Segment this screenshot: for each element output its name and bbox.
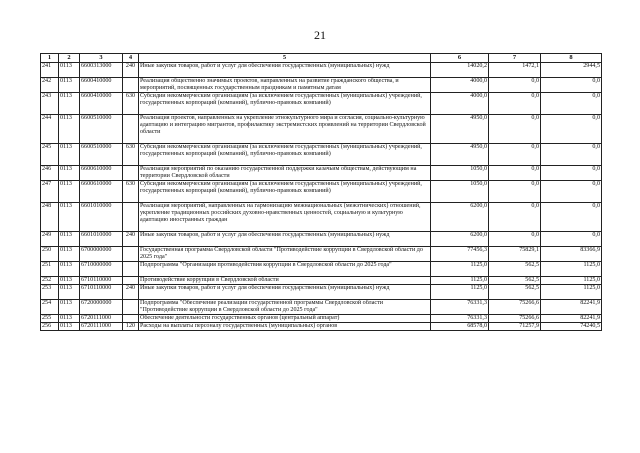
table-row bbox=[41, 277, 602, 285]
amount-year2-cell: 0,0 bbox=[489, 93, 541, 115]
section-code-cell: 0113 bbox=[59, 115, 80, 144]
item-name-cell: Субсидии некоммерческим организациям (за исключением государственных (муниципальных) учреждений, государственных корпораций (компаний), публично-правовых компаний) bbox=[139, 93, 431, 115]
table-row bbox=[41, 115, 602, 144]
target-article-cell: 6710110000 bbox=[80, 277, 123, 285]
target-article-cell: 6600510000 bbox=[80, 115, 123, 144]
section-code-cell: 0113 bbox=[59, 247, 80, 262]
item-name-cell: Иные закупки товаров, работ и услуг для обеспечения государственных (муниципальных) нужд bbox=[139, 285, 431, 300]
expense-type-cell bbox=[123, 78, 139, 93]
amount-year1-cell: 1125,0 bbox=[431, 285, 489, 300]
section-code-cell: 0113 bbox=[59, 315, 80, 323]
amount-year3-cell: 1125,0 bbox=[541, 277, 602, 285]
item-name-cell: Субсидии некоммерческим организациям (за исключением государственных (муниципальных) учреждений, государственных корпораций (компаний), публично-правовых компаний) bbox=[139, 144, 431, 166]
row-number-cell: 245 bbox=[41, 144, 59, 166]
target-article-cell: 6710000000 bbox=[80, 262, 123, 277]
amount-year1-cell: 4000,0 bbox=[431, 78, 489, 93]
row-number-cell: 248 bbox=[41, 203, 59, 232]
header-cell-1: 1 bbox=[41, 54, 59, 63]
table-row bbox=[41, 315, 602, 323]
budget-table bbox=[40, 53, 602, 331]
row-number-cell: 247 bbox=[41, 181, 59, 203]
row-number-cell: 242 bbox=[41, 78, 59, 93]
amount-year2-cell: 562,5 bbox=[489, 277, 541, 285]
amount-year2-cell: 0,0 bbox=[489, 181, 541, 203]
item-name-cell: Противодействие коррупции в Свердловской области bbox=[139, 277, 431, 285]
amount-year3-cell: 74240,5 bbox=[541, 323, 602, 331]
section-code-cell: 0113 bbox=[59, 181, 80, 203]
amount-year2-cell: 71257,9 bbox=[489, 323, 541, 331]
amount-year1-cell: 1050,0 bbox=[431, 166, 489, 181]
section-code-cell: 0113 bbox=[59, 300, 80, 315]
table-body bbox=[41, 63, 602, 331]
header-cell-6: 6 bbox=[431, 54, 489, 63]
table-row bbox=[41, 181, 602, 203]
row-number-cell: 243 bbox=[41, 93, 59, 115]
expense-type-cell bbox=[123, 262, 139, 277]
amount-year1-cell: 68578,0 bbox=[431, 323, 489, 331]
target-article-cell: 6600410000 bbox=[80, 93, 123, 115]
amount-year2-cell: 0,0 bbox=[489, 115, 541, 144]
expense-type-cell bbox=[123, 203, 139, 232]
amount-year2-cell: 75829,1 bbox=[489, 247, 541, 262]
amount-year1-cell: 6200,0 bbox=[431, 203, 489, 232]
amount-year2-cell: 0,0 bbox=[489, 166, 541, 181]
section-code-cell: 0113 bbox=[59, 144, 80, 166]
amount-year2-cell: 75266,6 bbox=[489, 300, 541, 315]
amount-year3-cell: 83366,9 bbox=[541, 247, 602, 262]
row-number-cell: 253 bbox=[41, 285, 59, 300]
amount-year1-cell: 4950,0 bbox=[431, 144, 489, 166]
amount-year2-cell: 0,0 bbox=[489, 232, 541, 247]
table-row bbox=[41, 247, 602, 262]
row-number-cell: 246 bbox=[41, 166, 59, 181]
row-number-cell: 241 bbox=[41, 63, 59, 78]
item-name-cell: Расходы на выплаты персоналу государственных (муниципальных) органов bbox=[139, 323, 431, 331]
amount-year3-cell: 0,0 bbox=[541, 166, 602, 181]
table-row bbox=[41, 203, 602, 232]
item-name-cell: Реализация общественно значимых проектов, направленных на развитие гражданского общества, и мероприятий, посвященных государственным праздникам и памятным датам bbox=[139, 78, 431, 93]
header-cell-3: 3 bbox=[80, 54, 123, 63]
row-number-cell: 252 bbox=[41, 277, 59, 285]
amount-year3-cell: 0,0 bbox=[541, 93, 602, 115]
amount-year2-cell: 75266,6 bbox=[489, 315, 541, 323]
table-row bbox=[41, 285, 602, 300]
amount-year1-cell: 1050,0 bbox=[431, 181, 489, 203]
item-name-cell: Реализация мероприятий по оказанию государственной поддержки казачьим обществам, действующим на территории Свердловской области bbox=[139, 166, 431, 181]
header-cell-7: 7 bbox=[489, 54, 541, 63]
table-row bbox=[41, 144, 602, 166]
expense-type-cell: 240 bbox=[123, 63, 139, 78]
item-name-cell: Субсидии некоммерческим организациям (за исключением государственных (муниципальных) учреждений, государственных корпораций (компаний), публично-правовых компаний) bbox=[139, 181, 431, 203]
target-article-cell: 6601010000 bbox=[80, 232, 123, 247]
page-number: 21 bbox=[314, 28, 326, 42]
table-row bbox=[41, 63, 602, 78]
amount-year3-cell: 1125,0 bbox=[541, 262, 602, 277]
item-name-cell: Государственная программа Свердловской области "Противодействие коррупции в Свердловской области до 2025 года" bbox=[139, 247, 431, 262]
row-number-cell: 244 bbox=[41, 115, 59, 144]
section-code-cell: 0113 bbox=[59, 78, 80, 93]
amount-year1-cell: 77456,3 bbox=[431, 247, 489, 262]
amount-year1-cell: 4950,0 bbox=[431, 115, 489, 144]
table-row bbox=[41, 166, 602, 181]
section-code-cell: 0113 bbox=[59, 93, 80, 115]
target-article-cell: 6700000000 bbox=[80, 247, 123, 262]
item-name-cell: Реализация проектов, направленных на укрепление этнокультурного мира и согласия, социально-культурную адаптацию и интеграцию мигрантов, профилактику экстремистских проявлений на территории Свердловской области bbox=[139, 115, 431, 144]
section-code-cell: 0113 bbox=[59, 277, 80, 285]
target-article-cell: 6600610000 bbox=[80, 166, 123, 181]
amount-year1-cell: 14020,2 bbox=[431, 63, 489, 78]
section-code-cell: 0113 bbox=[59, 323, 80, 331]
target-article-cell: 6720111000 bbox=[80, 315, 123, 323]
expense-type-cell bbox=[123, 315, 139, 323]
target-article-cell: 6600510000 bbox=[80, 144, 123, 166]
expense-type-cell bbox=[123, 300, 139, 315]
item-name-cell: Иные закупки товаров, работ и услуг для обеспечения государственных (муниципальных) нужд bbox=[139, 232, 431, 247]
amount-year3-cell: 0,0 bbox=[541, 115, 602, 144]
amount-year2-cell: 1472,1 bbox=[489, 63, 541, 78]
amount-year3-cell: 82241,9 bbox=[541, 315, 602, 323]
header-cell-5: 5 bbox=[139, 54, 431, 63]
amount-year2-cell: 0,0 bbox=[489, 203, 541, 232]
amount-year1-cell: 1125,0 bbox=[431, 277, 489, 285]
expense-type-cell: 630 bbox=[123, 93, 139, 115]
expense-type-cell: 240 bbox=[123, 285, 139, 300]
amount-year2-cell: 0,0 bbox=[489, 78, 541, 93]
target-article-cell: 6601010000 bbox=[80, 203, 123, 232]
amount-year3-cell: 0,0 bbox=[541, 181, 602, 203]
expense-type-cell: 630 bbox=[123, 181, 139, 203]
header-cell-4: 4 bbox=[123, 54, 139, 63]
item-name-cell: Реализация мероприятий, направленных на гармонизацию межнациональных (межэтнических) отношений, укрепление традиционных российских духовно-нравственных ценностей, социальную и культурную адаптацию иностранных граждан bbox=[139, 203, 431, 232]
table-row bbox=[41, 78, 602, 93]
header-cell-2: 2 bbox=[59, 54, 80, 63]
item-name-cell: Иные закупки товаров, работ и услуг для обеспечения государственных (муниципальных) нужд bbox=[139, 63, 431, 78]
target-article-cell: 6600410000 bbox=[80, 78, 123, 93]
amount-year3-cell: 0,0 bbox=[541, 144, 602, 166]
item-name-cell: Обеспечение деятельности государственных органов (центральный аппарат) bbox=[139, 315, 431, 323]
target-article-cell: 6710110000 bbox=[80, 285, 123, 300]
amount-year3-cell: 2944,5 bbox=[541, 63, 602, 78]
table-row bbox=[41, 262, 602, 277]
amount-year3-cell: 0,0 bbox=[541, 232, 602, 247]
section-code-cell: 0113 bbox=[59, 232, 80, 247]
amount-year1-cell: 1125,0 bbox=[431, 262, 489, 277]
expense-type-cell: 240 bbox=[123, 232, 139, 247]
target-article-cell: 6720111000 bbox=[80, 323, 123, 331]
row-number-cell: 251 bbox=[41, 262, 59, 277]
item-name-cell: Подпрограмма "Организация противодействия коррупции в Свердловской области до 2025 года" bbox=[139, 262, 431, 277]
amount-year3-cell: 1125,0 bbox=[541, 285, 602, 300]
row-number-cell: 256 bbox=[41, 323, 59, 331]
section-code-cell: 0113 bbox=[59, 166, 80, 181]
amount-year3-cell: 82241,9 bbox=[541, 300, 602, 315]
amount-year1-cell: 76331,3 bbox=[431, 300, 489, 315]
row-number-cell: 249 bbox=[41, 232, 59, 247]
target-article-cell: 6600610000 bbox=[80, 181, 123, 203]
item-name-cell: Подпрограмма "Обеспечение реализации государственной программы Свердловской области "Противодействие коррупции в Свердловской области до 2025 года" bbox=[139, 300, 431, 315]
amount-year2-cell: 562,5 bbox=[489, 262, 541, 277]
amount-year1-cell: 4000,0 bbox=[431, 93, 489, 115]
section-code-cell: 0113 bbox=[59, 262, 80, 277]
header-cell-8: 8 bbox=[541, 54, 602, 63]
table-row bbox=[41, 300, 602, 315]
amount-year1-cell: 6200,0 bbox=[431, 232, 489, 247]
amount-year2-cell: 0,0 bbox=[489, 144, 541, 166]
expense-type-cell bbox=[123, 277, 139, 285]
expense-type-cell: 630 bbox=[123, 144, 139, 166]
section-code-cell: 0113 bbox=[59, 203, 80, 232]
amount-year2-cell: 562,5 bbox=[489, 285, 541, 300]
row-number-cell: 250 bbox=[41, 247, 59, 262]
expense-type-cell bbox=[123, 115, 139, 144]
expense-type-cell: 120 bbox=[123, 323, 139, 331]
section-code-cell: 0113 bbox=[59, 63, 80, 78]
row-number-cell: 254 bbox=[41, 300, 59, 315]
expense-type-cell bbox=[123, 247, 139, 262]
table-row bbox=[41, 232, 602, 247]
amount-year3-cell: 0,0 bbox=[541, 78, 602, 93]
section-code-cell: 0113 bbox=[59, 285, 80, 300]
amount-year1-cell: 76331,3 bbox=[431, 315, 489, 323]
table-header-row bbox=[41, 54, 602, 63]
expense-type-cell bbox=[123, 166, 139, 181]
table-row bbox=[41, 323, 602, 331]
row-number-cell: 255 bbox=[41, 315, 59, 323]
table-row bbox=[41, 93, 602, 115]
target-article-cell: 6600313000 bbox=[80, 63, 123, 78]
target-article-cell: 6720000000 bbox=[80, 300, 123, 315]
amount-year3-cell: 0,0 bbox=[541, 203, 602, 232]
